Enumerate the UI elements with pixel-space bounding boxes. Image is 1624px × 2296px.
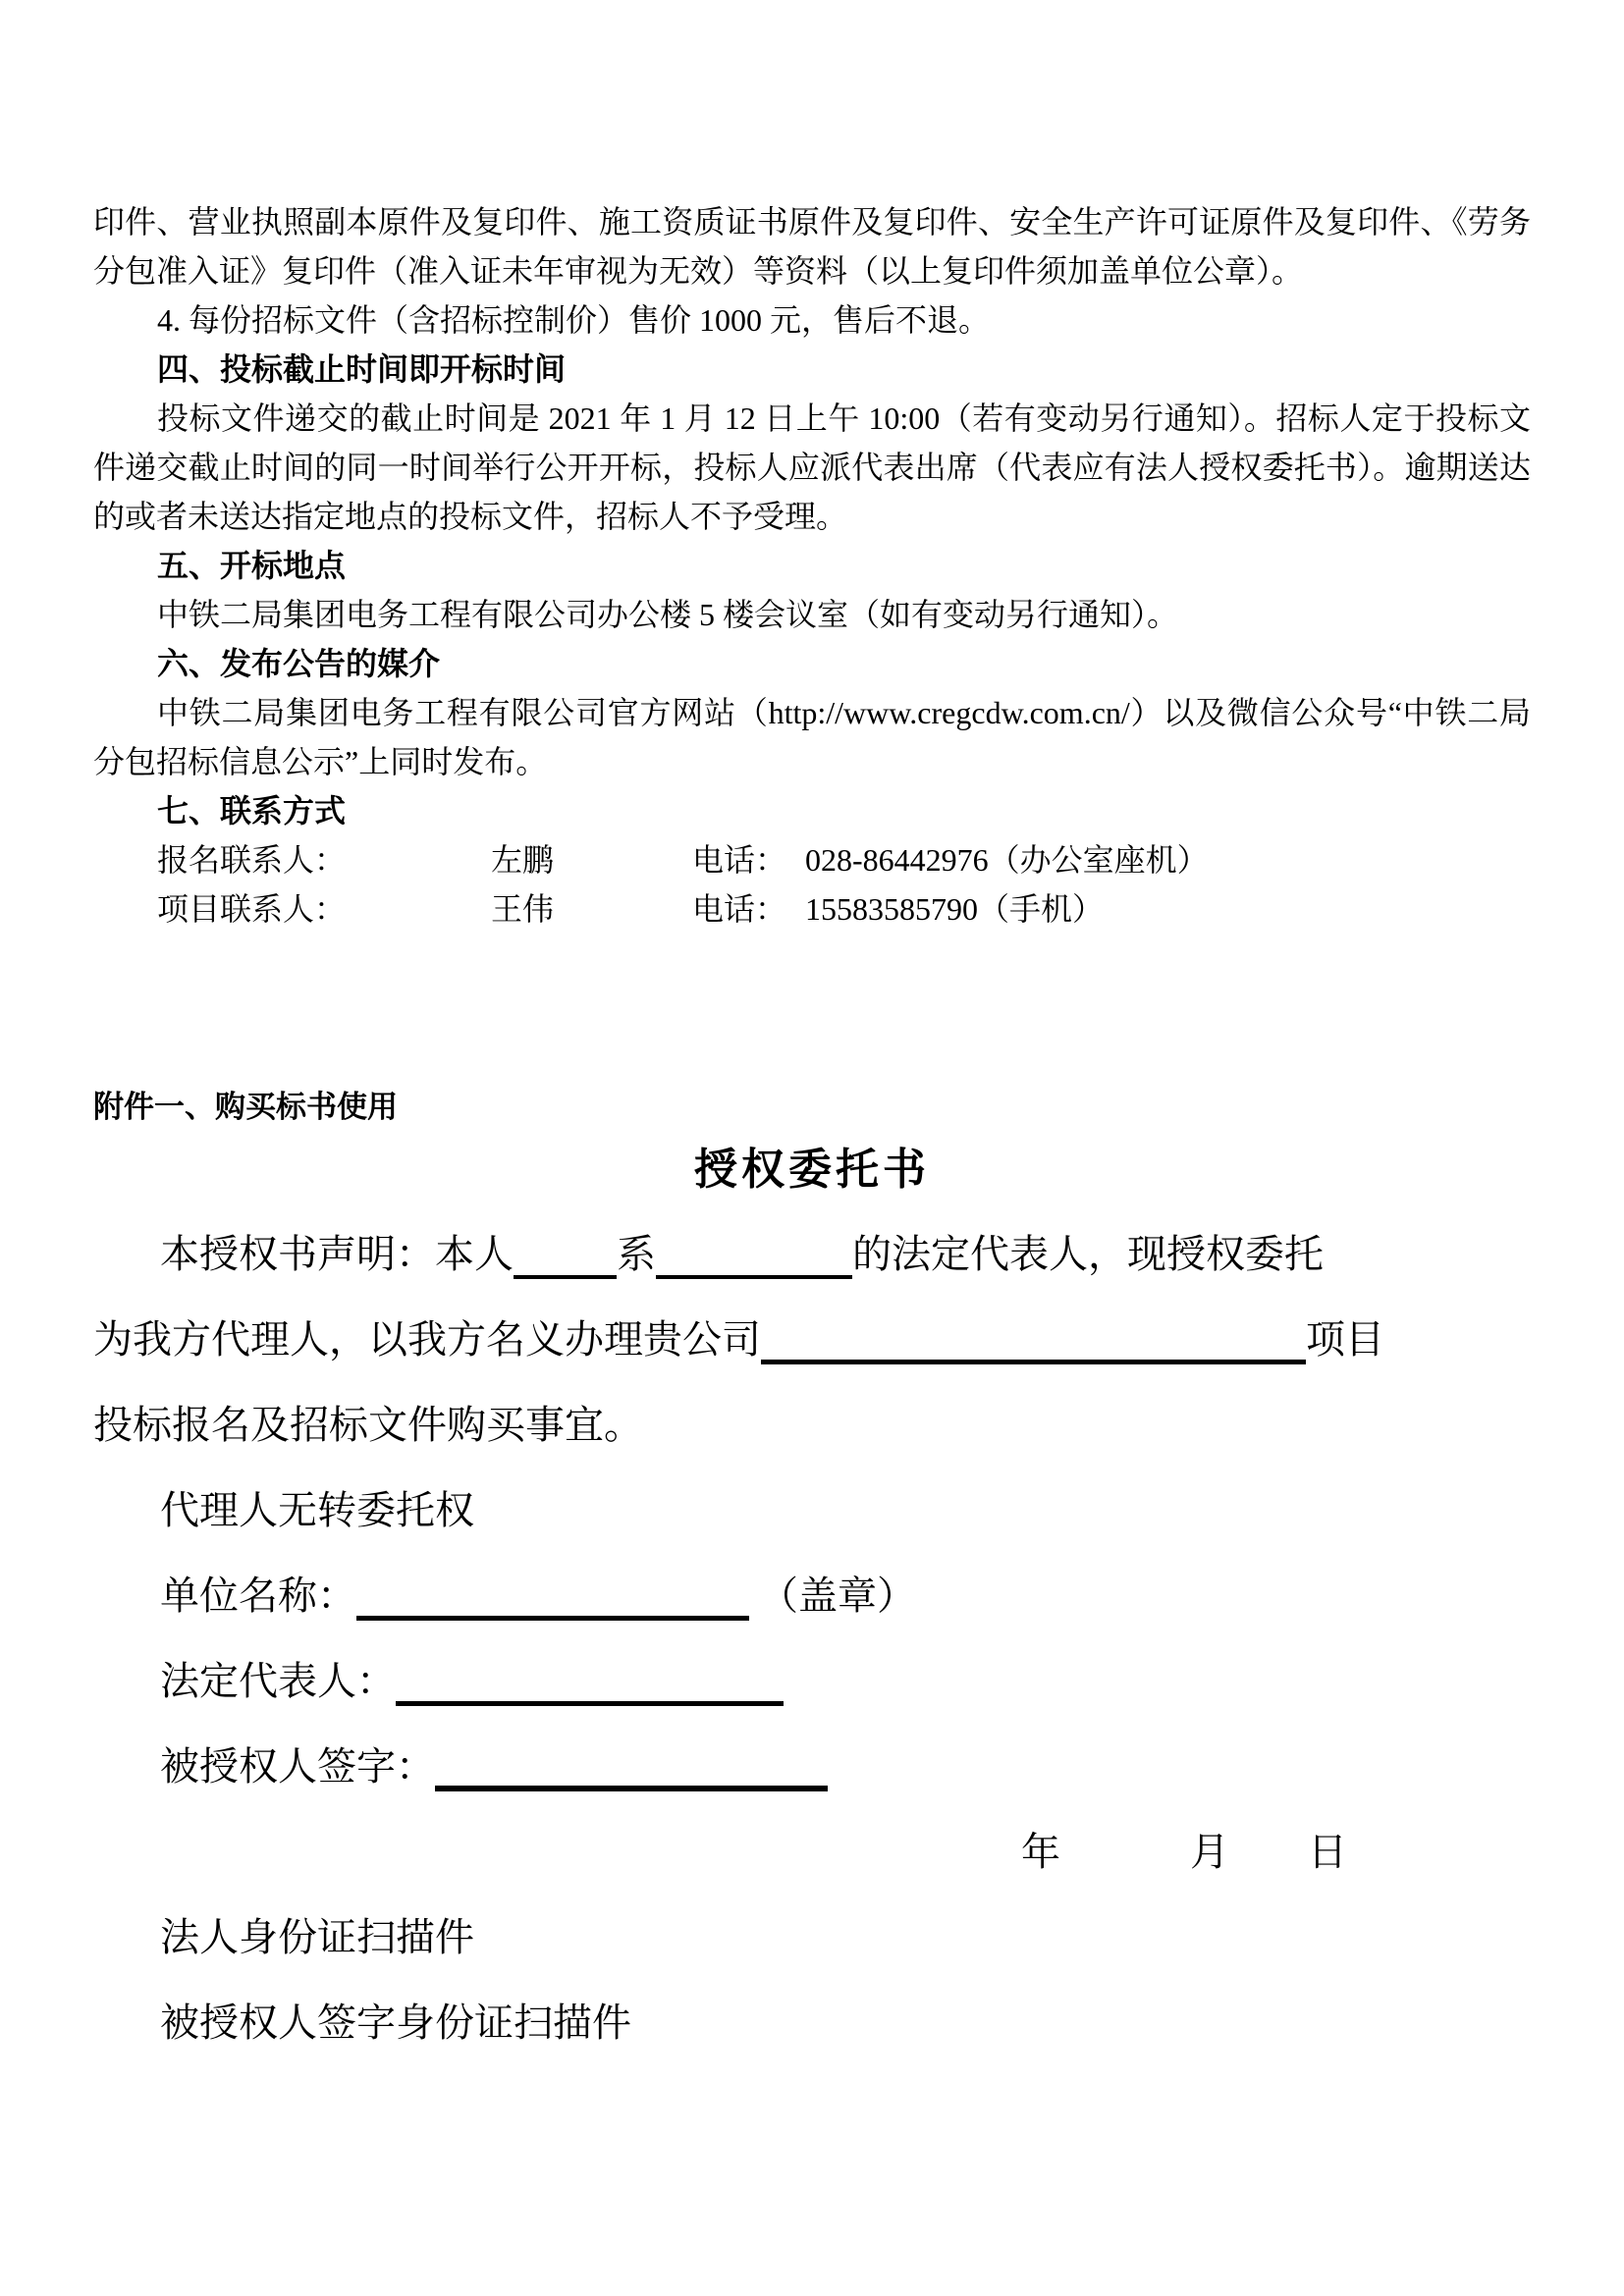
contact-name: 左鹏 <box>491 842 555 878</box>
paragraph-opening-location: 中铁二局集团电务工程有限公司办公楼 5 楼会议室（如有变动另行通知）。 <box>157 597 1179 632</box>
authorized-signature-line <box>93 1724 1531 1809</box>
declaration-text-pre: 本授权书声明：本人 <box>160 1232 514 1276</box>
contact-label: 报名联系人： <box>157 842 347 878</box>
contact-tel-label: 电话： <box>692 842 787 878</box>
authorized-id-scan-note: 被授权人签字身份证扫描件 <box>160 2001 631 2045</box>
blank-unit-name <box>356 1604 749 1621</box>
section-heading-contact-info: 七、联系方式 <box>157 793 347 828</box>
legal-representative-label: 法定代表人： <box>160 1659 396 1703</box>
date-day-label: 日 <box>1308 1830 1347 1874</box>
declaration-text-project: 项目 <box>1306 1317 1384 1362</box>
declaration-text-mid: 系 <box>617 1232 656 1276</box>
section-heading-bid-deadline: 四、投标截止时间即开标时间 <box>157 351 567 387</box>
paragraph-announcement-media: 中铁二局集团电务工程有限公司官方网站（http://www.cregcdw.com.cn/）以及微信公众号“中铁二局分包招标信息公示”上同时发布。 <box>93 695 1531 779</box>
contact-tel-label: 电话： <box>692 891 787 927</box>
date-year-label: 年 <box>1021 1830 1060 1874</box>
power-of-attorney-title: 授权委托书 <box>694 1146 930 1194</box>
contact-tel-number: 028-86442976（办公室座机） <box>805 842 1209 878</box>
contact-row-project <box>93 884 1531 934</box>
contact-label: 项目联系人： <box>157 891 347 927</box>
paragraph-required-copies: 印件、营业执照副本原件及复印件、施工资质证书原件及复印件、安全生产许可证原件及复印件、《劳务分包准入证》复印件（准入证未年审视为无效）等资料（以上复印件须加盖单位公章）。 <box>93 204 1531 289</box>
contact-name: 王伟 <box>491 891 555 927</box>
blank-legal-representative <box>396 1689 784 1706</box>
legal-id-scan-note: 法人身份证扫描件 <box>160 1915 474 1959</box>
paragraph-bid-deadline: 投标文件递交的截止时间是 2021 年 1 月 12 日上午 10:00（若有变动另行通知）。招标人定于投标文件递交截止时间的同一时间举行公开开标，投标人应派代表出席（代表应有法人授权委托书）。逾期送达的或者未送达指定地点的投标文件，招标人不予受理。 <box>93 400 1531 534</box>
blank-project-name <box>761 1348 1306 1364</box>
date-line <box>93 1809 1531 1895</box>
unit-name-label: 单位名称： <box>160 1574 356 1618</box>
date-month-label: 月 <box>1190 1830 1229 1874</box>
section-heading-opening-location: 五、开标地点 <box>157 548 347 583</box>
unit-name-line <box>93 1553 1531 1638</box>
declaration-line-1 <box>93 1211 1531 1297</box>
no-sub-delegation-note: 代理人无转委托权 <box>160 1488 474 1532</box>
power-of-attorney-section <box>93 1211 1531 2065</box>
declaration-text-agent: 为我方代理人，以我方名义办理贵公司 <box>93 1317 761 1362</box>
declaration-text-post: 的法定代表人，现授权委托 <box>852 1232 1324 1276</box>
section-heading-announcement-media: 六、发布公告的媒介 <box>157 646 441 681</box>
declaration-line-3: 投标报名及招标文件购买事宜。 <box>93 1403 643 1447</box>
blank-principal-name <box>514 1263 617 1279</box>
declaration-line-2 <box>93 1297 1531 1382</box>
attachment-heading: 附件一、购买标书使用 <box>93 1090 398 1124</box>
blank-authorized-signature <box>435 1774 828 1791</box>
seal-note: （盖章） <box>759 1574 916 1618</box>
document-content <box>93 197 1531 2065</box>
authorized-signature-label: 被授权人签字： <box>160 1744 435 1789</box>
item-tender-document-price: 4. 每份招标文件（含招标控制价）售价 1000 元，售后不退。 <box>157 302 991 338</box>
contact-tel-number: 15583585790（手机） <box>805 891 1105 927</box>
announcement-section <box>93 197 1531 934</box>
blank-company-name <box>656 1263 852 1279</box>
contact-row-registration <box>93 835 1531 884</box>
legal-representative-line <box>93 1638 1531 1724</box>
